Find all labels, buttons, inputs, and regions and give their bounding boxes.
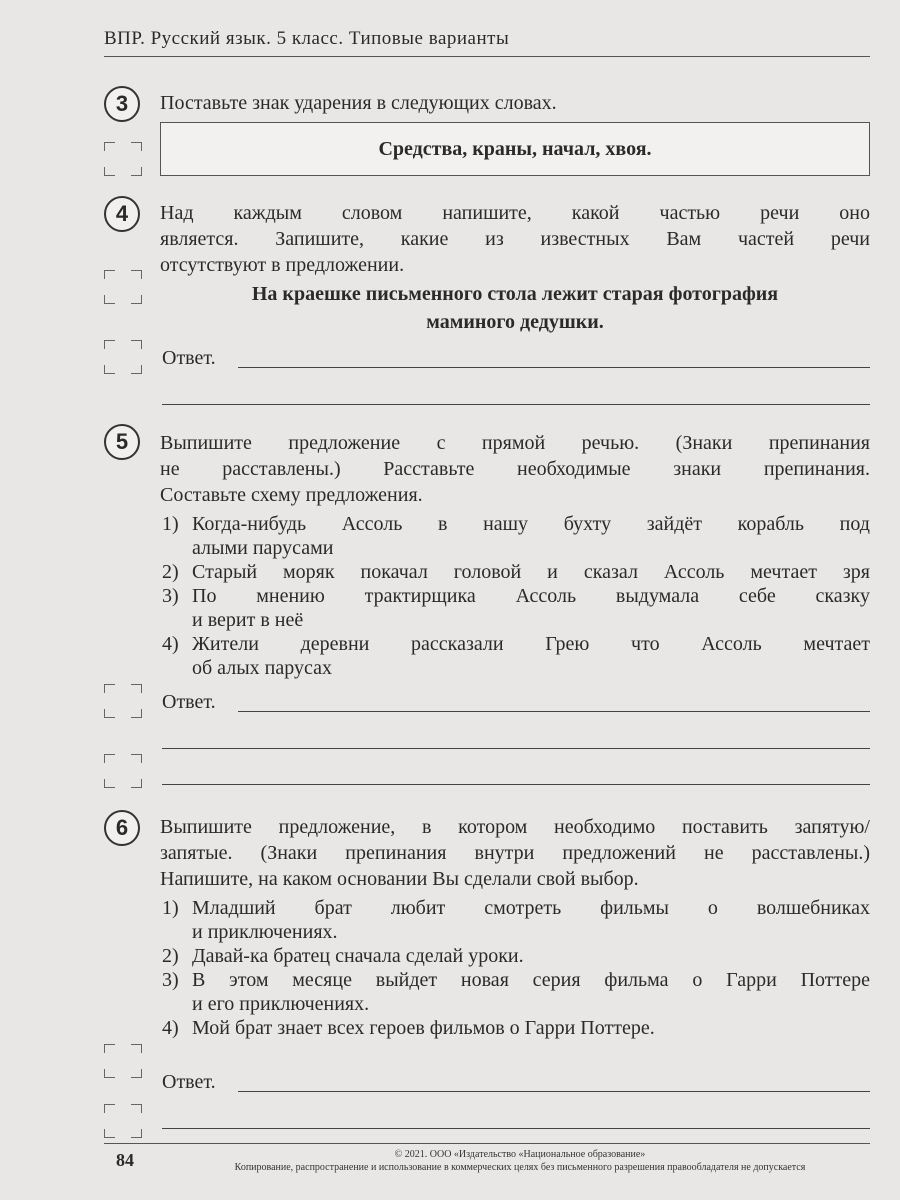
copyright-notice: © 2021. ООО «Издательство «Национальное образование» Копирование, распространение и использование в коммерческих целях без письменного разрешения правообладателя не допускается xyxy=(234,1149,806,1173)
score-box xyxy=(104,340,142,374)
task-4-instruction: Над каждым словом напишите, какой частью речи оно является. Запишите, какие из известных Вам частей речи отсутствуют в предложении. xyxy=(160,202,870,276)
task-5-instruction: Выпишите предложение с прямой речью. (Знаки препинания не расставлены.) Расставьте необходимые знаки препинания. Составьте схему предложения. xyxy=(160,432,870,506)
task-5-options xyxy=(162,512,870,680)
list-item: 2) Давай-ка братец сначала сделай уроки. xyxy=(162,945,524,967)
task-5-answer xyxy=(162,686,870,716)
task-3 xyxy=(104,86,870,182)
answer-label: Ответ. xyxy=(162,691,216,713)
answer-label: Ответ. xyxy=(162,1071,216,1093)
task-number-badge: 5 xyxy=(104,424,140,460)
task-number-badge: 4 xyxy=(104,196,140,232)
answer-line[interactable] xyxy=(238,1091,870,1092)
list-item: 4) Мой брат знает всех героев фильмов о Гарри Поттере. xyxy=(162,1017,655,1039)
answer-line[interactable] xyxy=(238,367,870,368)
task-5 xyxy=(104,424,870,784)
list-item: 3) В этом месяце выйдет новая серия фильма о Гарри Поттере и его приключениях. xyxy=(162,969,870,1015)
header-title: ВПР. Русский язык. 5 класс. Типовые варианты xyxy=(104,28,510,49)
page-number: 84 xyxy=(116,1150,134,1170)
list-item: 2) Старый моряк покачал головой и сказал Ассоль мечтает зря xyxy=(162,561,870,583)
task-4 xyxy=(104,196,870,416)
score-box xyxy=(104,142,142,176)
task-6-answer xyxy=(162,1066,870,1096)
task-3-words: Средства, краны, начал, хвоя. xyxy=(378,137,652,160)
list-item: 4) Жители деревни рассказали Грею что Ассоль мечтает об алых парусах xyxy=(162,633,870,679)
task-6 xyxy=(104,810,870,1130)
list-item: 3) По мнению трактирщика Ассоль выдумала себе сказку и верит в неё xyxy=(162,585,870,631)
task-3-instruction: Поставьте знак ударения в следующих словах. xyxy=(160,92,557,114)
task-number-badge: 6 xyxy=(104,810,140,846)
score-box xyxy=(104,684,142,718)
score-box xyxy=(104,1044,142,1078)
list-item: 1) Когда-нибудь Ассоль в нашу бухту зайдёт корабль под алыми парусами xyxy=(162,513,870,559)
list-item: 1) Младший брат любит смотреть фильмы о волшебниках и приключениях. xyxy=(162,897,870,943)
page-footer xyxy=(104,1143,870,1184)
score-box xyxy=(104,754,142,788)
task-4-answer xyxy=(162,342,870,372)
task-6-instruction: Выпишите предложение, в котором необходимо поставить запятую/ запятые. (Знаки препинания внутри предложений не расставлены.) Напишите, на каком основании Вы сделали свой выбор. xyxy=(160,816,870,890)
task-4-sentence: На краешке письменного стола лежит старая фотография маминого дедушки. xyxy=(251,283,779,333)
answer-line[interactable] xyxy=(162,748,870,749)
score-box xyxy=(104,270,142,304)
page-header xyxy=(104,28,870,57)
answer-line[interactable] xyxy=(238,711,870,712)
answer-label: Ответ. xyxy=(162,347,216,369)
answer-line[interactable] xyxy=(162,784,870,785)
answer-line[interactable] xyxy=(162,1128,870,1129)
task-number-badge: 3 xyxy=(104,86,140,122)
task-6-options xyxy=(162,896,870,1040)
answer-line[interactable] xyxy=(162,404,870,405)
score-box xyxy=(104,1104,142,1138)
task-3-words-box xyxy=(160,122,870,176)
